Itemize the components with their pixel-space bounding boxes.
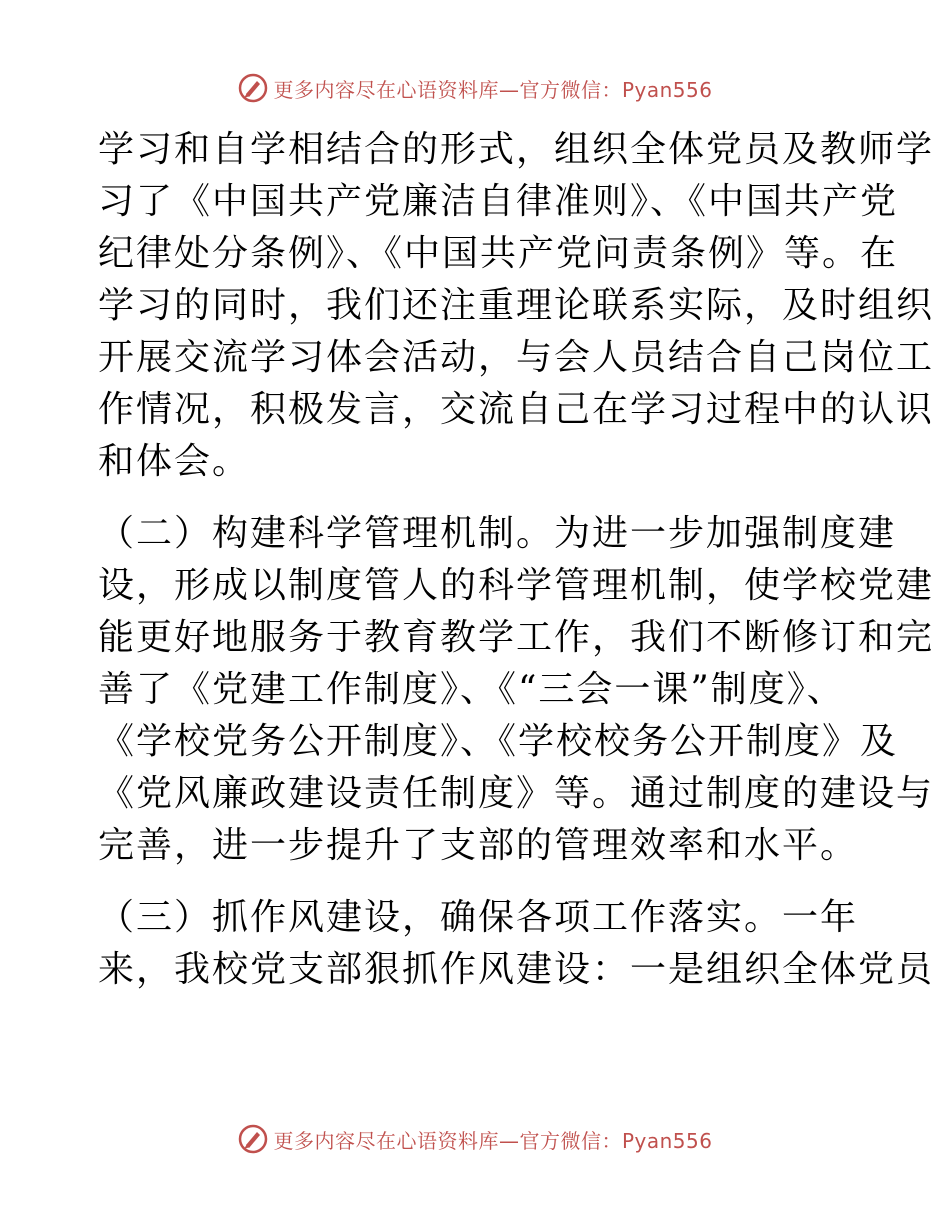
pen-seal-icon	[237, 1123, 269, 1155]
text-line: 和体会。	[98, 441, 251, 482]
document-body	[98, 124, 935, 996]
text-line: 纪律处分条例》、《中国共产党问责条例》等。在	[98, 233, 899, 274]
paragraph-spacer	[98, 488, 858, 508]
text-line: 作情况，积极发言，交流自己在学习过程中的认识	[98, 389, 935, 430]
watermark-text: 更多内容尽在心语资料库—官方微信：Pyan556	[273, 77, 713, 102]
watermark-text: 更多内容尽在心语资料库—官方微信：Pyan556	[273, 1128, 713, 1153]
text-line: 能更好地服务于教育教学工作，我们不断修订和完	[98, 617, 935, 658]
pen-seal-icon	[237, 72, 269, 104]
text-line: （二）构建科学管理机制。为进一步加强制度建	[98, 513, 897, 554]
text-line: 开展交流学习体会活动，与会人员结合自己岗位工	[98, 337, 935, 378]
text-line: 学习的同时，我们还注重理论联系实际，及时组织	[98, 285, 935, 326]
text-line: 完善，进一步提升了支部的管理效率和水平。	[98, 825, 859, 866]
text-line: 《党风廉政建设责任制度》等。通过制度的建设与	[98, 773, 935, 814]
text-line: 学习和自学相结合的形式，组织全体党员及教师学	[98, 129, 935, 170]
text-line: 来，我校党支部狠抓作风建设：一是组织全体党员	[98, 949, 935, 990]
paragraph-1	[98, 124, 935, 488]
text-line: 《学校党务公开制度》、《学校校务公开制度》及	[98, 721, 899, 762]
text-line: 善了《党建工作制度》、《“三会一课”制度》、	[98, 669, 845, 710]
paragraph-2	[98, 508, 935, 872]
paragraph-spacer	[98, 872, 858, 892]
text-line: 设，形成以制度管人的科学管理机制，使学校党建	[98, 565, 935, 606]
text-line: （三）抓作风建设，确保各项工作落实。一年	[98, 897, 859, 938]
footer-watermark	[0, 1119, 950, 1159]
text-line: 习了《中国共产党廉洁自律准则》、《中国共产党	[98, 181, 899, 222]
paragraph-3	[98, 892, 935, 996]
header-watermark	[0, 68, 950, 108]
